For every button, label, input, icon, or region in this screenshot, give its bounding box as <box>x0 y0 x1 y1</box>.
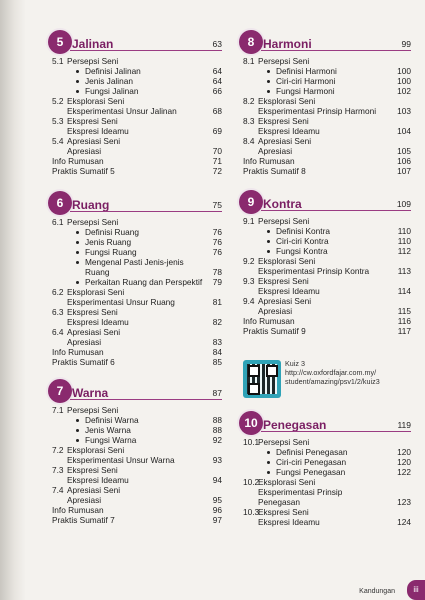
entry-page-number: 104 <box>397 126 411 136</box>
entry-text: Persepsi Seni <box>258 56 310 66</box>
toc-entry[interactable] <box>52 217 222 227</box>
entry-page-number: 96 <box>212 505 222 515</box>
toc-entry[interactable] <box>243 507 411 517</box>
toc-entry[interactable] <box>52 445 222 455</box>
entry-text: Ruang <box>85 267 110 277</box>
toc-entry[interactable] <box>243 146 411 156</box>
toc-entry[interactable] <box>52 86 222 96</box>
toc-entry[interactable] <box>52 277 222 287</box>
toc-entry[interactable] <box>52 116 222 126</box>
entry-text: Jenis Jalinan <box>85 76 133 86</box>
entry-text: Eksperimentasi Prinsip Harmoni <box>258 106 377 116</box>
entry-page-number: 71 <box>212 156 222 166</box>
toc-entry[interactable] <box>243 246 411 256</box>
chapter-page-number: 99 <box>401 39 411 49</box>
entry-page-number: 68 <box>212 106 222 116</box>
toc-entry[interactable] <box>243 116 411 126</box>
entry-text: Info Rumusan <box>52 347 104 357</box>
toc-entry[interactable] <box>243 487 411 497</box>
bullet-icon <box>267 70 270 73</box>
entry-text: Fungsi Kontra <box>276 246 328 256</box>
section-number: 9.2 <box>243 256 255 266</box>
toc-entry[interactable] <box>243 517 411 527</box>
toc-entry[interactable] <box>243 326 411 336</box>
section-number: 7.2 <box>52 445 64 455</box>
toc-entry[interactable] <box>243 266 411 276</box>
chapter-title: Ruang <box>72 198 110 212</box>
toc-entry[interactable] <box>243 316 411 326</box>
toc-entry[interactable] <box>52 475 222 485</box>
entry-text: Fungsi Penegasan <box>276 467 346 477</box>
entry-page-number: 114 <box>397 286 411 296</box>
entry-text: Info Rumusan <box>243 316 295 326</box>
entry-page-number: 120 <box>397 457 411 467</box>
entry-page-number: 92 <box>212 435 222 445</box>
chapter-divider <box>261 431 411 432</box>
chapter-heading[interactable] <box>52 30 222 54</box>
entry-page-number: 124 <box>397 517 411 527</box>
toc-entry[interactable] <box>52 357 222 367</box>
toc-entry[interactable] <box>243 497 411 507</box>
entry-page-number: 70 <box>212 146 222 156</box>
entry-text: Ekspresi Ideamu <box>67 475 129 485</box>
entry-text: Ciri-ciri Kontra <box>276 236 329 246</box>
entry-page-number: 110 <box>397 226 411 236</box>
bullet-icon <box>76 70 79 73</box>
toc-entry[interactable] <box>243 467 411 477</box>
chapter-entries <box>243 435 411 527</box>
toc-entry[interactable] <box>243 166 411 176</box>
chapter-5 <box>52 30 222 176</box>
entry-text: Definisi Ruang <box>85 227 139 237</box>
toc-entry[interactable] <box>52 66 222 76</box>
toc-entry[interactable] <box>52 257 222 267</box>
chapter-number-badge: 8 <box>239 30 263 54</box>
toc-entry[interactable] <box>243 477 411 487</box>
toc-entry[interactable] <box>52 287 222 297</box>
chapter-entries <box>52 54 222 176</box>
entry-page-number: 100 <box>397 66 411 76</box>
entry-text: Fungsi Warna <box>85 435 137 445</box>
entry-page-number: 85 <box>212 357 222 367</box>
entry-page-number: 69 <box>212 126 222 136</box>
entry-page-number: 66 <box>212 86 222 96</box>
chapter-title: Jalinan <box>72 37 114 51</box>
section-number: 5.3 <box>52 116 64 126</box>
entry-page-number: 93 <box>212 455 222 465</box>
section-number: 8.2 <box>243 96 255 106</box>
chapter-heading[interactable] <box>243 30 411 54</box>
kuiz-url-line-1[interactable]: http://cw.oxfordfajar.com.my/ <box>285 368 377 377</box>
toc-entry[interactable] <box>243 156 411 166</box>
entry-text: Penegasan <box>258 497 300 507</box>
bullet-icon <box>267 451 270 454</box>
chapter-divider <box>70 399 222 400</box>
chapter-entries <box>243 54 411 176</box>
toc-entry[interactable] <box>52 307 222 317</box>
entry-text: Apresiasi <box>258 146 293 156</box>
entry-page-number: 76 <box>212 237 222 247</box>
entry-page-number: 79 <box>212 277 222 287</box>
toc-entry[interactable] <box>243 437 411 447</box>
bullet-icon <box>76 439 79 442</box>
entry-page-number: 84 <box>212 347 222 357</box>
toc-entry[interactable] <box>52 96 222 106</box>
entry-text: Eksplorasi Seni <box>67 287 125 297</box>
entry-text: Persepsi Seni <box>67 217 119 227</box>
toc-entry[interactable] <box>52 327 222 337</box>
chapter-page-number: 87 <box>212 388 222 398</box>
toc-entry[interactable] <box>52 425 222 435</box>
entry-text: Ciri-ciri Harmoni <box>276 76 336 86</box>
entry-page-number: 81 <box>212 297 222 307</box>
entry-text: Ekspresi Seni <box>67 307 118 317</box>
section-number: 8.3 <box>243 116 255 126</box>
toc-entry[interactable] <box>243 306 411 316</box>
chapter-6 <box>52 191 222 367</box>
entry-page-number: 102 <box>397 86 411 96</box>
chapter-7 <box>52 379 222 525</box>
toc-entry[interactable] <box>52 156 222 166</box>
chapter-heading[interactable] <box>52 191 222 215</box>
bullet-icon <box>76 429 79 432</box>
bullet-icon <box>76 241 79 244</box>
toc-entry[interactable] <box>52 455 222 465</box>
section-number: 6.3 <box>52 307 64 317</box>
entry-text: Persepsi Seni <box>67 56 119 66</box>
chapter-number-badge: 6 <box>48 191 72 215</box>
entry-text: Eksperimentasi Prinsip <box>258 487 343 497</box>
entry-text: Ekspresi Seni <box>258 276 309 286</box>
chapter-entries <box>243 214 411 336</box>
entry-text: Praktis Sumatif 9 <box>243 326 306 336</box>
entry-text: Info Rumusan <box>52 156 104 166</box>
chapter-heading[interactable] <box>52 379 222 403</box>
entry-text: Ekspresi Seni <box>67 465 118 475</box>
entry-text: Perkaitan Ruang dan Perspektif <box>85 277 203 287</box>
chapter-title: Kontra <box>263 197 302 211</box>
entry-text: Apresiasi <box>67 495 102 505</box>
entry-text: Mengenal Pasti Jenis-jenis <box>85 257 184 267</box>
entry-text: Eksperimentasi Unsur Jalinan <box>67 106 177 116</box>
entry-text: Apresiasi Seni <box>67 327 121 337</box>
entry-text: Apresiasi <box>67 337 102 347</box>
entry-page-number: 112 <box>397 246 411 256</box>
toc-entry[interactable] <box>52 126 222 136</box>
section-number: 7.4 <box>52 485 64 495</box>
section-number: 5.4 <box>52 136 64 146</box>
entry-page-number: 88 <box>212 415 222 425</box>
entry-text: Eksplorasi Seni <box>67 96 125 106</box>
entry-text: Apresiasi Seni <box>67 485 121 495</box>
section-number: 6.2 <box>52 287 64 297</box>
entry-text: Definisi Harmoni <box>276 66 337 76</box>
entry-page-number: 103 <box>397 106 411 116</box>
entry-text: Ekspresi Ideamu <box>258 126 320 136</box>
entry-page-number: 64 <box>212 76 222 86</box>
section-number: 6.4 <box>52 327 64 337</box>
entry-text: Apresiasi Seni <box>67 136 121 146</box>
entry-page-number: 123 <box>397 497 411 507</box>
section-number: 10.2 <box>243 477 260 487</box>
entry-page-number: 106 <box>397 156 411 166</box>
toc-entry[interactable] <box>243 96 411 106</box>
toc-entry[interactable] <box>52 247 222 257</box>
toc-entry[interactable] <box>243 126 411 136</box>
toc-entry[interactable] <box>52 76 222 86</box>
entry-page-number: 95 <box>212 495 222 505</box>
entry-page-number: 94 <box>212 475 222 485</box>
toc-entry[interactable] <box>52 347 222 357</box>
section-number: 7.1 <box>52 405 64 415</box>
entry-page-number: 76 <box>212 247 222 257</box>
toc-entry[interactable] <box>52 297 222 307</box>
entry-text: Ekspresi Seni <box>67 116 118 126</box>
chapter-divider <box>261 210 411 211</box>
bullet-icon <box>267 230 270 233</box>
entry-text: Info Rumusan <box>52 505 104 515</box>
toc-entry[interactable] <box>243 136 411 146</box>
chapter-number-badge: 7 <box>48 379 72 403</box>
entry-page-number: 100 <box>397 76 411 86</box>
chapter-divider <box>261 50 411 51</box>
chapter-divider <box>70 211 222 212</box>
entry-text: Definisi Warna <box>85 415 139 425</box>
toc-entry[interactable] <box>243 236 411 246</box>
chapter-entries <box>52 215 222 367</box>
entry-text: Info Rumusan <box>243 156 295 166</box>
entry-text: Apresiasi Seni <box>258 136 312 146</box>
entry-text: Definisi Jalinan <box>85 66 141 76</box>
toc-entry[interactable] <box>52 166 222 176</box>
toc-entry[interactable] <box>52 465 222 475</box>
kuiz-title: Kuiz 3 <box>285 359 305 368</box>
toc-entry[interactable] <box>52 515 222 525</box>
entry-text: Eksplorasi Seni <box>258 256 316 266</box>
entry-text: Jenis Ruang <box>85 237 132 247</box>
entry-page-number: 78 <box>212 267 222 277</box>
bullet-icon <box>76 419 79 422</box>
bullet-icon <box>267 90 270 93</box>
section-number: 9.1 <box>243 216 255 226</box>
section-number: 10.3 <box>243 507 260 517</box>
section-number: 6.1 <box>52 217 64 227</box>
section-number: 7.3 <box>52 465 64 475</box>
chapter-page-number: 63 <box>212 39 222 49</box>
entry-text: Jenis Warna <box>85 425 131 435</box>
chapter-page-number: 109 <box>396 199 411 209</box>
toc-entry[interactable] <box>52 106 222 116</box>
entry-text: Eksperimentasi Prinsip Kontra <box>258 266 370 276</box>
qr-code-icon[interactable] <box>243 360 281 398</box>
bullet-icon <box>267 80 270 83</box>
toc-entry[interactable] <box>52 505 222 515</box>
entry-text: Ekspresi Seni <box>258 507 309 517</box>
toc-entry[interactable] <box>243 256 411 266</box>
toc-entry[interactable] <box>52 485 222 495</box>
toc-entry[interactable] <box>52 317 222 327</box>
toc-entry[interactable] <box>52 136 222 146</box>
chapter-heading[interactable] <box>243 190 411 214</box>
toc-entry[interactable] <box>243 86 411 96</box>
entry-text: Apresiasi Seni <box>258 296 312 306</box>
chapter-entries <box>52 403 222 525</box>
toc-entry[interactable] <box>243 296 411 306</box>
section-number: 9.3 <box>243 276 255 286</box>
entry-page-number: 122 <box>397 467 411 477</box>
entry-text: Ekspresi Seni <box>258 116 309 126</box>
toc-entry[interactable] <box>243 56 411 66</box>
toc-entry[interactable] <box>52 337 222 347</box>
bullet-icon <box>76 261 79 264</box>
entry-page-number: 115 <box>397 306 411 316</box>
chapter-10 <box>243 411 411 527</box>
toc-entry[interactable] <box>52 227 222 237</box>
toc-entry[interactable] <box>243 76 411 86</box>
entry-page-number: 116 <box>397 316 411 326</box>
chapter-9 <box>243 190 411 336</box>
book-spine-shadow <box>0 0 26 600</box>
chapter-heading[interactable] <box>243 411 411 435</box>
entry-text: Eksperimentasi Unsur Ruang <box>67 297 175 307</box>
toc-entry[interactable] <box>243 457 411 467</box>
entry-text: Apresiasi <box>258 306 293 316</box>
chapter-title: Harmoni <box>263 37 312 51</box>
section-number: 8.1 <box>243 56 255 66</box>
chapter-page-number: 119 <box>397 420 411 430</box>
chapter-number-badge: 9 <box>239 190 263 214</box>
entry-text: Praktis Sumatif 7 <box>52 515 115 525</box>
toc-entry[interactable] <box>52 146 222 156</box>
toc-entry[interactable] <box>52 237 222 247</box>
toc-entry[interactable] <box>243 106 411 116</box>
entry-text: Praktis Sumatif 6 <box>52 357 115 367</box>
entry-text: Praktis Sumatif 5 <box>52 166 115 176</box>
bullet-icon <box>267 240 270 243</box>
toc-entry[interactable] <box>243 447 411 457</box>
entry-text: Definisi Kontra <box>276 226 330 236</box>
entry-page-number: 76 <box>212 227 222 237</box>
toc-entry[interactable] <box>52 405 222 415</box>
toc-entry[interactable] <box>243 286 411 296</box>
entry-text: Eksplorasi Seni <box>67 445 125 455</box>
entry-text: Ekspresi Ideamu <box>258 517 320 527</box>
entry-text: Persepsi Seni <box>258 437 310 447</box>
section-number: 10.1 <box>243 437 260 447</box>
entry-page-number: 105 <box>397 146 411 156</box>
toc-left-column <box>52 30 222 525</box>
toc-entry[interactable] <box>243 226 411 236</box>
entry-text: Eksplorasi Seni <box>258 477 316 487</box>
toc-right-column <box>243 30 411 527</box>
entry-text: Eksperimentasi Unsur Warna <box>67 455 175 465</box>
entry-page-number: 72 <box>212 166 222 176</box>
toc-entry[interactable] <box>243 276 411 286</box>
section-number: 5.1 <box>52 56 64 66</box>
kuiz-text <box>285 359 380 386</box>
entry-text: Ekspresi Ideamu <box>258 286 320 296</box>
bullet-icon <box>267 461 270 464</box>
toc-entry[interactable] <box>52 267 222 277</box>
chapter-number-badge: 10 <box>239 411 263 435</box>
entry-text: Ciri-ciri Penegasan <box>276 457 347 467</box>
entry-text: Apresiasi <box>67 146 102 156</box>
entry-page-number: 88 <box>212 425 222 435</box>
bullet-icon <box>76 80 79 83</box>
bullet-icon <box>267 250 270 253</box>
toc-entry[interactable] <box>52 415 222 425</box>
chapter-divider <box>70 50 222 51</box>
entry-text: Ekspresi Ideamu <box>67 317 129 327</box>
entry-page-number: 113 <box>397 266 411 276</box>
entry-page-number: 110 <box>397 236 411 246</box>
entry-page-number: 97 <box>212 515 222 525</box>
toc-entry[interactable] <box>243 66 411 76</box>
chapter-number-badge: 5 <box>48 30 72 54</box>
bullet-icon <box>76 251 79 254</box>
page-number-tab: iii <box>407 580 425 600</box>
toc-entry[interactable] <box>52 56 222 66</box>
kuiz-box <box>243 360 407 402</box>
chapter-8 <box>243 30 411 176</box>
toc-entry[interactable] <box>52 495 222 505</box>
entry-text: Fungsi Ruang <box>85 247 137 257</box>
kuiz-url-line-2[interactable]: student/amazing/psv1/2/kuiz3 <box>285 377 380 386</box>
bullet-icon <box>76 281 79 284</box>
entry-text: Definisi Penegasan <box>276 447 348 457</box>
entry-page-number: 120 <box>397 447 411 457</box>
entry-text: Eksplorasi Seni <box>258 96 316 106</box>
section-number: 9.4 <box>243 296 255 306</box>
toc-entry[interactable] <box>52 435 222 445</box>
bullet-icon <box>76 231 79 234</box>
section-number: 5.2 <box>52 96 64 106</box>
bullet-icon <box>267 471 270 474</box>
entry-text: Persepsi Seni <box>67 405 119 415</box>
chapter-title: Penegasan <box>263 418 327 432</box>
entry-text: Fungsi Harmoni <box>276 86 335 96</box>
entry-page-number: 64 <box>212 66 222 76</box>
entry-text: Praktis Sumatif 8 <box>243 166 306 176</box>
footer-label: Kandungan <box>359 588 395 595</box>
entry-page-number: 117 <box>397 326 411 336</box>
entry-page-number: 107 <box>397 166 411 176</box>
entry-text: Persepsi Seni <box>258 216 310 226</box>
entry-page-number: 82 <box>212 317 222 327</box>
toc-entry[interactable] <box>243 216 411 226</box>
section-number: 8.4 <box>243 136 255 146</box>
bullet-icon <box>76 90 79 93</box>
entry-text: Ekspresi Ideamu <box>67 126 129 136</box>
chapter-page-number: 75 <box>212 200 222 210</box>
entry-text: Fungsi Jalinan <box>85 86 139 96</box>
chapter-title: Warna <box>72 386 109 400</box>
entry-page-number: 83 <box>212 337 222 347</box>
